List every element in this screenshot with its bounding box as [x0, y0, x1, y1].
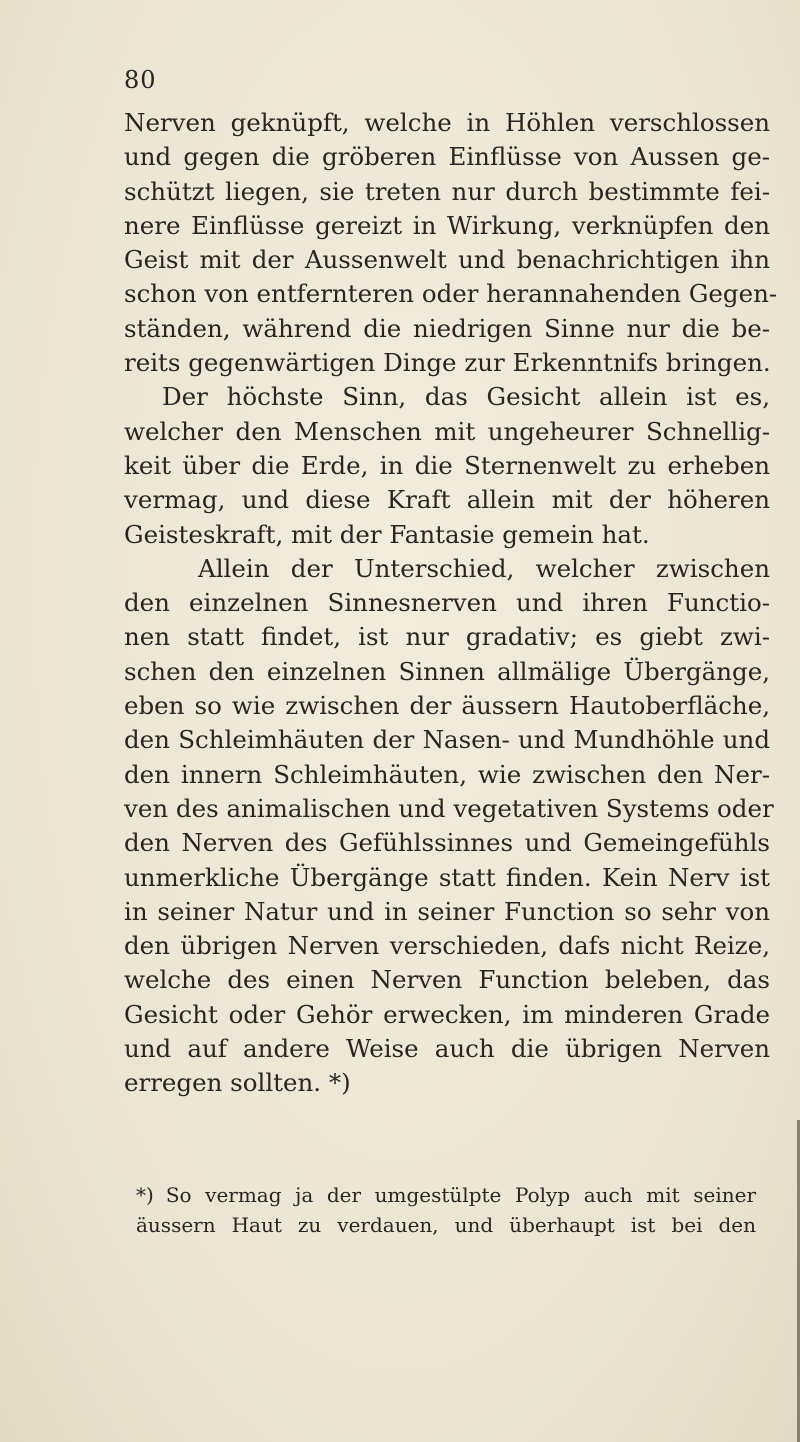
- footnote-mark: *): [136, 1183, 154, 1207]
- text-line: und gegen die gröberen Einflüsse von Aussen ge-: [124, 142, 770, 172]
- footnote-text: So vermag ja der umgestülpte Polyp auch mit seiner: [165, 1183, 756, 1207]
- text-line: nere Einflüsse gereizt in Wirkung, verknüpfen den: [124, 210, 770, 240]
- paragraph-3: [124, 552, 774, 1101]
- page-number: 80: [124, 66, 157, 94]
- text-line: Geisteskraft, mit der Fantasie gemein hat.: [124, 519, 650, 549]
- text-line: nen statt findet, ist nur gradativ; es giebt zwi-: [124, 622, 770, 652]
- text-line: den innern Schleimhäuten, wie zwischen den Ner-: [124, 759, 770, 789]
- text-line: eben so wie zwischen der äussern Hautoberfläche,: [124, 691, 770, 721]
- text-line: den Schleimhäuten der Nasen- und Mundhöhle und: [124, 725, 770, 755]
- text-line: welcher den Menschen mit ungeheurer Schnellig-: [124, 416, 770, 446]
- text-line: und auf andere Weise auch die übrigen Nerven: [124, 1034, 770, 1064]
- text-line: schen den einzelnen Sinnen allmälige Übergänge,: [124, 656, 770, 686]
- text-line: schon von entfernteren oder herannahenden Gegen-: [124, 279, 778, 309]
- text-line: den einzelnen Sinnesnerven und ihren Functio-: [124, 588, 770, 618]
- text-line: ven des animalischen und vegetativen Systems oder: [124, 793, 774, 823]
- text-line: unmerkliche Übergänge statt finden. Kein Nerv ist: [124, 862, 770, 892]
- text-line: vermag, und diese Kraft allein mit der höheren: [124, 485, 770, 515]
- text-line: Nerven geknüpft, welche in Höhlen verschlossen: [124, 108, 770, 137]
- text-line: Der höchste Sinn, das Gesicht allein ist es,: [162, 382, 770, 412]
- text-line: den Nerven des Gefühlssinnes und Gemeingefühls: [124, 828, 770, 858]
- text-line: Geist mit der Aussenwelt und benachrichtigen ihn: [124, 245, 770, 275]
- paragraph-2: [124, 380, 770, 551]
- text-line: ständen, während die niedrigen Sinne nur die be-: [124, 313, 770, 343]
- footnote-line: äussern Haut zu verdauen, und überhaupt ist bei den: [136, 1213, 756, 1237]
- text-line: den übrigen Nerven verschieden, dafs nicht Reize,: [124, 931, 770, 961]
- paragraph-1: [124, 106, 778, 380]
- text-line: Gesicht oder Gehör erwecken, im minderen Grade: [124, 999, 770, 1029]
- footnote: [136, 1180, 756, 1240]
- text-line: keit über die Erde, in die Sternenwelt zu erheben: [124, 450, 770, 480]
- body-text: [124, 106, 778, 1101]
- text-line: erregen sollten. *): [124, 1068, 351, 1098]
- text-line: welche des einen Nerven Function beleben, das: [124, 965, 770, 995]
- text-line: reits gegenwärtigen Dinge zur Erkenntnifs bringen.: [124, 348, 771, 378]
- text-line: Allein der Unterschied, welcher zwischen: [198, 553, 770, 583]
- footnote-line: [136, 1180, 756, 1210]
- text-line: schützt liegen, sie treten nur durch bestimmte fei-: [124, 176, 770, 206]
- text-line: in seiner Natur und in seiner Function so sehr von: [124, 896, 770, 926]
